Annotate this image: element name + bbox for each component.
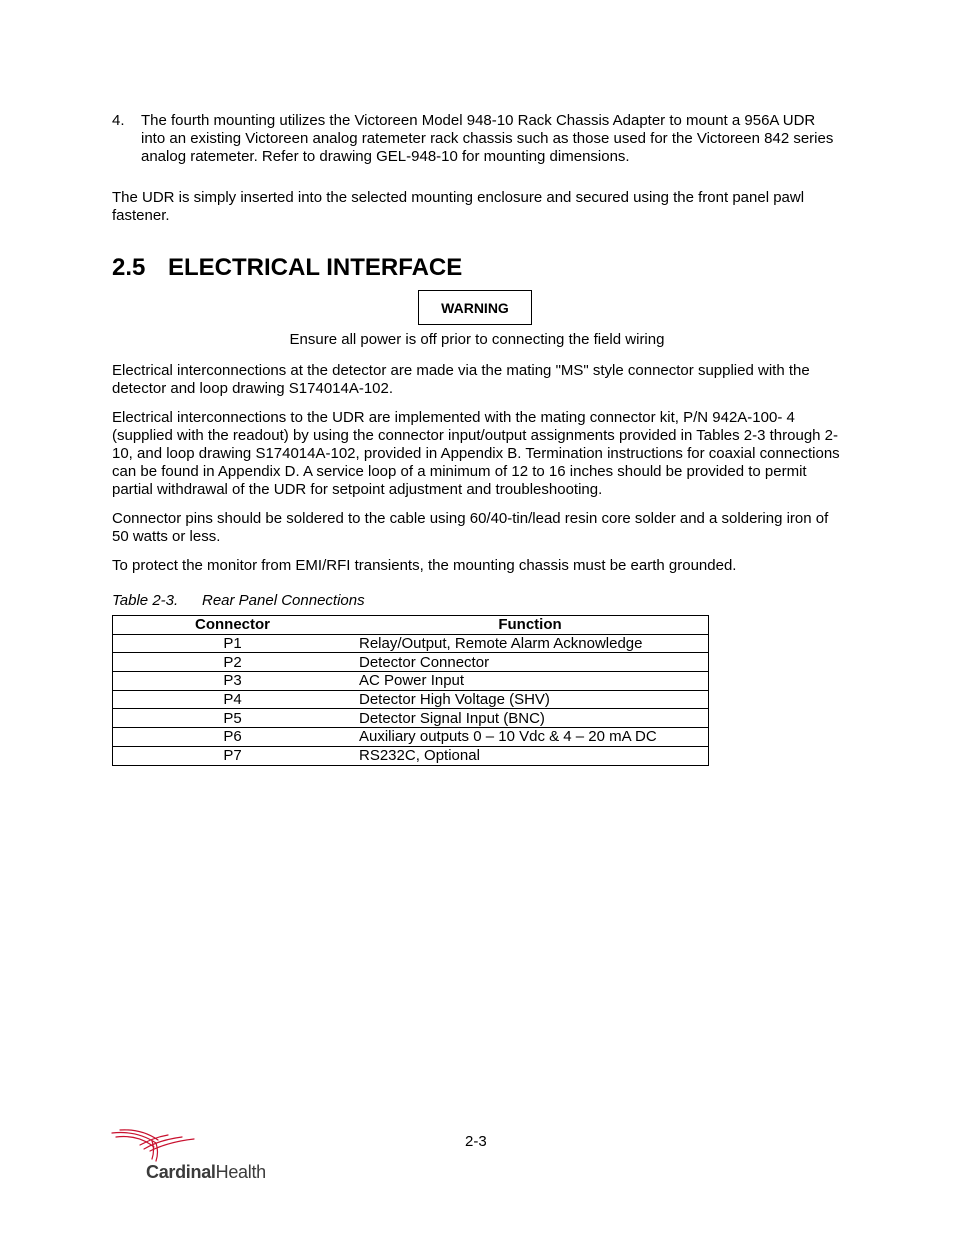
cell-function: Detector Connector <box>352 653 709 672</box>
warning-text: Ensure all power is off prior to connecting the field wiring <box>289 331 665 348</box>
cell-connector: P1 <box>113 634 353 653</box>
table-row <box>113 746 709 765</box>
section-title: ELECTRICAL INTERFACE <box>168 254 463 281</box>
page-number: 2-3 <box>465 1133 487 1150</box>
table-row <box>113 709 709 728</box>
paragraph-insert: The UDR is simply inserted into the selected mounting enclosure and secured using the front panel pawl fastener. <box>112 189 805 224</box>
table-row <box>113 690 709 709</box>
table-header-row <box>113 616 709 635</box>
section-heading <box>112 253 462 283</box>
table-caption-title: Rear Panel Connections <box>202 592 365 609</box>
logo-text-bold: Cardinal <box>146 1162 216 1182</box>
table-caption-number: Table 2-3. <box>112 592 179 609</box>
list-item-4 <box>112 112 842 166</box>
paragraph-detector-interconnect: Electrical interconnections at the detector are made via the mating "MS" style connector supplied with the detector and loop drawing S174014A-102. <box>112 362 810 397</box>
list-number: 4. <box>112 112 125 129</box>
table-caption <box>112 592 365 610</box>
paragraph-solder: Connector pins should be soldered to the cable using 60/40-tin/lead resin core solder and a soldering iron of 50 watts or less. <box>112 510 829 545</box>
cell-connector: P4 <box>113 690 353 709</box>
warning-label: WARNING <box>441 299 509 316</box>
warning-box <box>418 290 532 325</box>
paragraph-grounding: To protect the monitor from EMI/RFI transients, the mounting chassis must be earth grounded. <box>112 557 737 574</box>
table-row <box>113 728 709 747</box>
cell-connector: P3 <box>113 672 353 691</box>
cardinal-bird-icon <box>110 1125 210 1165</box>
cell-function: Auxiliary outputs 0 – 10 Vdc & 4 – 20 mA DC <box>352 728 709 747</box>
cell-connector: P7 <box>113 746 353 765</box>
header-connector: Connector <box>113 616 353 635</box>
table-row <box>113 653 709 672</box>
cell-connector: P2 <box>113 653 353 672</box>
header-function: Function <box>352 616 709 635</box>
cell-function: RS232C, Optional <box>352 746 709 765</box>
cardinal-health-logo <box>110 1125 270 1185</box>
paragraph-udr-interconnect: Electrical interconnections to the UDR are implemented with the mating connector kit, P/N 942A-100- 4 (supplied with the readout) by using the connector input/output assignments provided in Tables 2-3 through 2-10, and loop drawing S174014A-102, provided in Appendix B. Termination instructions for coaxial connections can be found in Appendix D. A service loop of a minimum of 12 to 16 inches should be provided to permit partial withdrawal of the UDR for setpoint adjustment and troubleshooting. <box>112 409 840 498</box>
cell-connector: P6 <box>113 728 353 747</box>
table-row <box>113 634 709 653</box>
logo-wordmark <box>146 1162 266 1182</box>
list-item-text: The fourth mounting utilizes the Victoreen Model 948-10 Rack Chassis Adapter to mount a 956A UDR into an existing Victoreen analog ratemeter rack chassis such as those used for the Victoreen 842 series analog ratemeter. Refer to drawing GEL-948-10 for mounting dimensions. <box>141 112 834 165</box>
cell-function: AC Power Input <box>352 672 709 691</box>
rear-panel-connections-table <box>112 615 709 766</box>
cell-function: Relay/Output, Remote Alarm Acknowledge <box>352 634 709 653</box>
section-number: 2.5 <box>112 254 146 281</box>
logo-text-regular: Health <box>215 1162 266 1182</box>
cell-function: Detector High Voltage (SHV) <box>352 690 709 709</box>
cell-function: Detector Signal Input (BNC) <box>352 709 709 728</box>
table-row <box>113 672 709 691</box>
cell-connector: P5 <box>113 709 353 728</box>
